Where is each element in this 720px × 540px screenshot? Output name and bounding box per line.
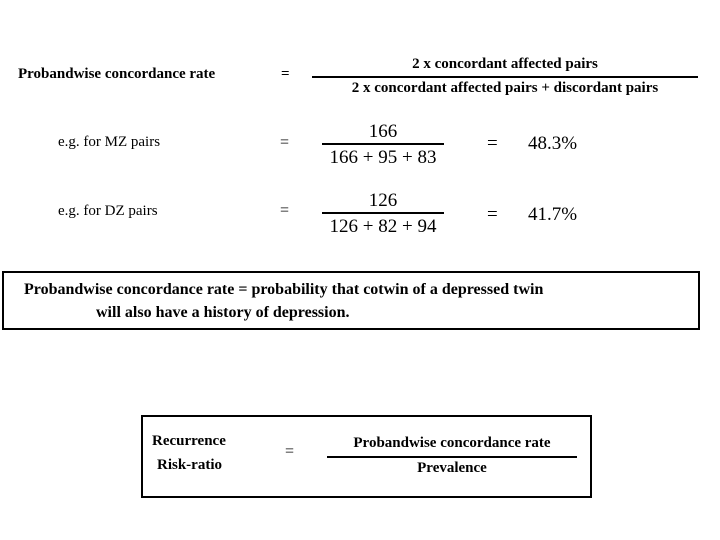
mz-result: 48.3% [528, 133, 578, 154]
definition-fraction-bar [312, 76, 698, 78]
dz-denominator: 126 + 82 + 94 [329, 216, 437, 237]
note-line-1: Probandwise concordance rate = probability that cotwin of a depressed twin [24, 281, 544, 298]
recurrence-label-line-2: Risk-ratio [157, 457, 222, 473]
definition-denominator: 2 x concordant affected pairs + discordant pairs [351, 80, 659, 96]
mz-equals: = [280, 134, 290, 151]
definition-equals: = [281, 66, 290, 82]
dz-equals: = [280, 202, 290, 219]
mz-numerator: 166 [368, 121, 398, 142]
definition-numerator: 2 x concordant affected pairs [412, 56, 598, 72]
recurrence-label-line-1: Recurrence [152, 433, 226, 449]
recurrence-fraction-bar [327, 456, 577, 458]
recurrence-denominator: Prevalence [417, 460, 487, 476]
note-line-2: will also have a history of depression. [96, 304, 350, 321]
dz-label: e.g. for DZ pairs [58, 203, 158, 219]
dz-result-equals: = [487, 204, 498, 225]
mz-denominator: 166 + 95 + 83 [329, 147, 437, 168]
dz-result: 41.7% [528, 204, 578, 225]
dz-numerator: 126 [368, 190, 398, 211]
recurrence-equals: = [285, 443, 295, 460]
mz-result-equals: = [487, 133, 498, 154]
mz-label: e.g. for MZ pairs [58, 134, 161, 150]
note-box [2, 271, 700, 330]
recurrence-box [141, 415, 592, 498]
definition-label: Probandwise concordance rate [18, 66, 216, 82]
recurrence-numerator: Probandwise concordance rate [353, 435, 551, 451]
mz-fraction-bar [322, 143, 444, 145]
dz-fraction-bar [322, 212, 444, 214]
